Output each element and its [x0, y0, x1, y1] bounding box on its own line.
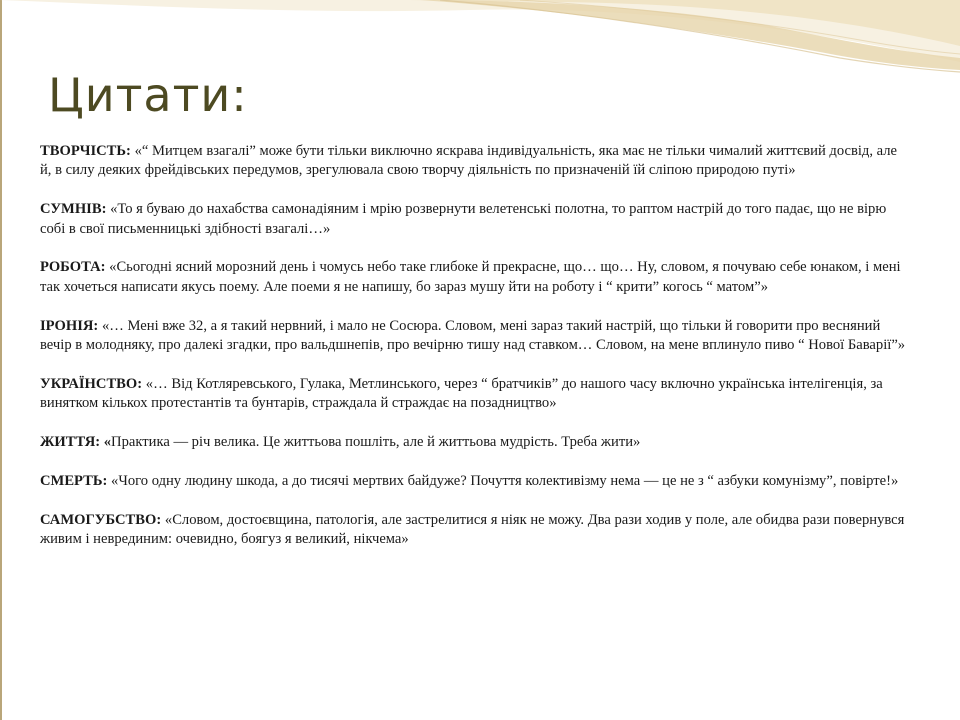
quote-label: СУМНІВ: [40, 201, 107, 218]
quote-item [40, 375, 910, 414]
quote-text: «Чого одну людину шкода, а до тисячі мертвих байдуже? Почуття колективізму нема — це не з “ азбуки комунізму”, повірте!» [111, 472, 899, 489]
quote-item [40, 433, 910, 452]
quote-text: «Словом, достоєвщина, патологія, але застрелитися я ніяк не можу. Два рази ходив у поле, але обидва рази повернувся живим і неврединим: очевидно, боягуз я великий, нікчема» [40, 511, 905, 548]
quote-label: УКРАЇНСТВО: [40, 375, 143, 392]
slide-title: Цитати: [48, 68, 248, 122]
quote-text: «… Від Котляревського, Гулака, Метлинського, через “ братчиків” до нашого часу включно українська інтелігенція, за винятком кількох протестантів та бунтарів, страждала й страждає на позадництво» [40, 375, 883, 412]
quote-item [40, 200, 910, 239]
quote-text: «То я буваю до нахабства самонадіяним і мрію розвернути велетенські полотна, то раптом настрій до того падає, що не вірю собі в свої письменницькі здібності взагалі…» [40, 201, 887, 237]
left-border-rule [0, 0, 2, 720]
quote-text: Практика — річ велика. Це життьова пошліть, але й життьова мудрість. Треба жити» [111, 434, 641, 451]
quote-text: «“ Митцем взагалі” може бути тільки виключно яскрава індивідуальність, яка має не тільки чималий життєвий досвід, але й, в силу деяких фрейдівських передумов, зрегулювала свою творчу діяльність по призначеній їй сліпою природою путі» [40, 143, 897, 179]
quote-label: ЖИТТЯ: « [40, 434, 112, 451]
quote-label: РОБОТА: [40, 259, 106, 276]
quotes-list [40, 142, 910, 569]
quote-item [40, 317, 910, 356]
quote-text: «Сьогодні ясний морозний день і чомусь небо таке глибоке й прекрасне, що… що… Ну, словом, я почуваю себе юнаком, і мені так хочеться написати якусь поему. Але поеми я не напишу, бо зараз мушу йти на роботу і “ крити” когось “ матом”» [40, 259, 901, 295]
quote-text: «… Мені вже 32, а я такий нервний, і мало не Сосюра. Словом, мені зараз такий настрій, що тільки й говорити про весняний вечір в молодняку, про далекі згадки, про вальдшнепів, про вечірню тишу над ставком… Словом, на мене вплинуло пиво “ Нової Баварії”» [40, 317, 906, 354]
quote-item [40, 511, 910, 550]
quote-item [40, 472, 910, 491]
quote-label: СМЕРТЬ: [40, 472, 108, 489]
quote-label: ІРОНІЯ: [40, 317, 99, 334]
quote-label: САМОГУБСТВО: [40, 511, 162, 528]
quote-item [40, 142, 910, 181]
quote-label: ТВОРЧІСТЬ: [40, 143, 131, 159]
quote-item [40, 258, 910, 297]
